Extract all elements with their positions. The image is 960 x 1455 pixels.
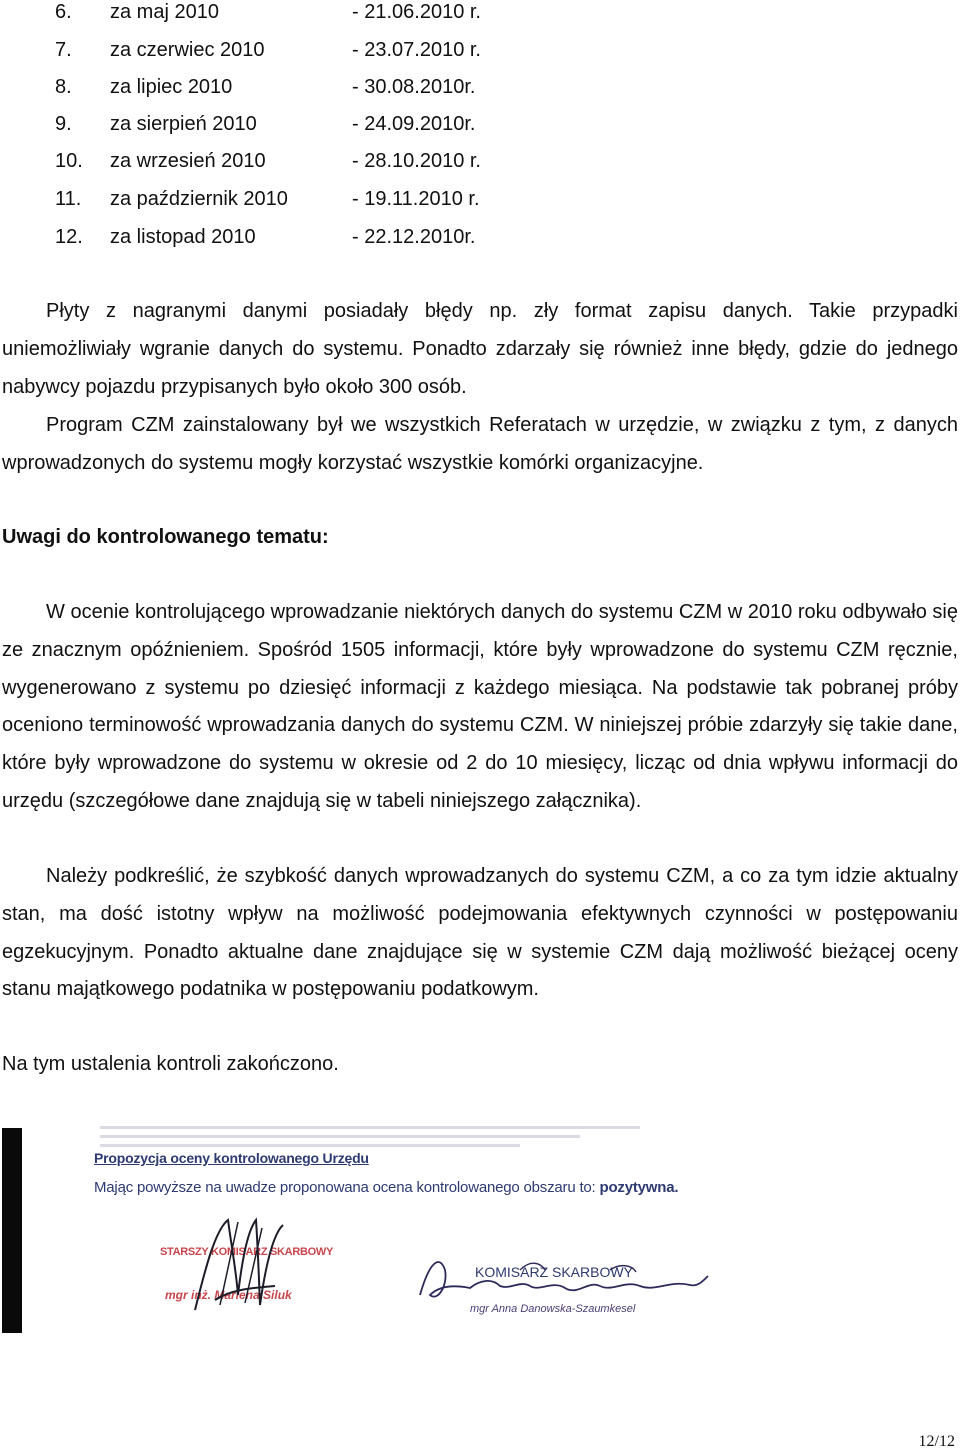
item-number: 12. <box>55 226 83 248</box>
section-heading: Uwagi do kontrolowanego tematu: <box>2 526 329 548</box>
closing-statement: Na tym ustalenia kontroli zakończono. <box>2 1053 339 1075</box>
item-date: - 21.06.2010 r. <box>352 1 481 23</box>
stamp-rating: pozytywna. <box>599 1179 679 1196</box>
item-number: 10. <box>55 150 83 172</box>
item-date: - 30.08.2010r. <box>352 76 476 98</box>
item-number: 7. <box>55 39 72 61</box>
paragraph-program-czm: Program CZM zainstalowany był we wszystkich Referatach w urzędzie, w związku z tym, z danych wprowadzonych do systemu mogły korzystać wszystkie komórki organizacyjne. <box>2 414 958 474</box>
item-date: - 19.11.2010 r. <box>352 188 480 210</box>
item-number: 11. <box>55 188 82 210</box>
item-month: za sierpień 2010 <box>110 113 257 135</box>
item-number: 8. <box>55 76 72 98</box>
right-stamp-title: KOMISARZ SKARBOWY <box>475 1264 633 1280</box>
page-number: 12/12 <box>918 1433 955 1450</box>
approval-stamp <box>0 1120 960 1345</box>
item-month: za lipiec 2010 <box>110 76 233 98</box>
item-number: 9. <box>55 113 72 135</box>
paragraph-emphasis: Należy podkreślić, że szybkość danych wprowadzanych do systemu CZM, a co za tym idzie aktualny stan, ma dość istotny wpływ na możliwość podejmowania efektywnych czynności w postępowaniu egzekucyjnym. Ponadto aktualne dane znajdujące się w systemie CZM dają możliwość bieżącej oceny stanu majątkowego podatnika w postępowaniu podatkowym. <box>2 865 958 1001</box>
item-month: za czerwiec 2010 <box>110 39 265 61</box>
item-month: za maj 2010 <box>110 1 219 23</box>
signatures-icon <box>0 1120 960 1345</box>
paragraph-assessment: W ocenie kontrolującego wprowadzanie niektórych danych do systemu CZM w 2010 roku odbywało się ze znacznym opóźnieniem. Spośród 1505 informacji, które były wprowadzone do systemu CZM ręcznie, wygenerowano z systemu po dziesięć informacji z każdego miesiąca. Na podstawie tak pobranej próby oceniono terminowość wprowadzania danych do systemu CZM. W niniejszej próbie zdarzyły się takie dane, które były wprowadzone do systemu w okresie od 2 do 10 miesięcy, licząc od dnia wpływu informacji do urzędu (szczegółowe dane znajdują się w tabeli niniejszego załącznika). <box>2 601 958 812</box>
left-stamp-title: STARSZY KOMISARZ SKARBOWY <box>160 1246 333 1258</box>
item-date: - 28.10.2010 r. <box>352 150 481 172</box>
paragraph-data-errors: Płyty z nagranymi danymi posiadały błędy np. zły format zapisu danych. Takie przypadki uniemożliwiały wgranie danych do systemu. Ponadto zdarzały się również inne błędy, gdzie do jednego nabywcy pojazdu przypisanych było około 300 osób. <box>2 300 958 398</box>
right-stamp-name: mgr Anna Danowska-Szaumkesel <box>470 1303 636 1315</box>
stamp-sentence: Mając powyższe na uwadze proponowana ocena kontrolowanego obszaru to: <box>94 1179 596 1196</box>
item-number: 6. <box>55 1 72 23</box>
stamp-title: Propozycja oceny kontrolowanego Urzędu <box>94 1150 369 1166</box>
item-date: - 24.09.2010r. <box>352 113 476 135</box>
item-month: za październik 2010 <box>110 188 288 210</box>
item-month: za wrzesień 2010 <box>110 150 266 172</box>
item-month: za listopad 2010 <box>110 226 256 248</box>
item-date: - 23.07.2010 r. <box>352 39 481 61</box>
item-date: - 22.12.2010r. <box>352 226 476 248</box>
left-stamp-name: mgr inż. Marlena Siluk <box>165 1288 292 1302</box>
